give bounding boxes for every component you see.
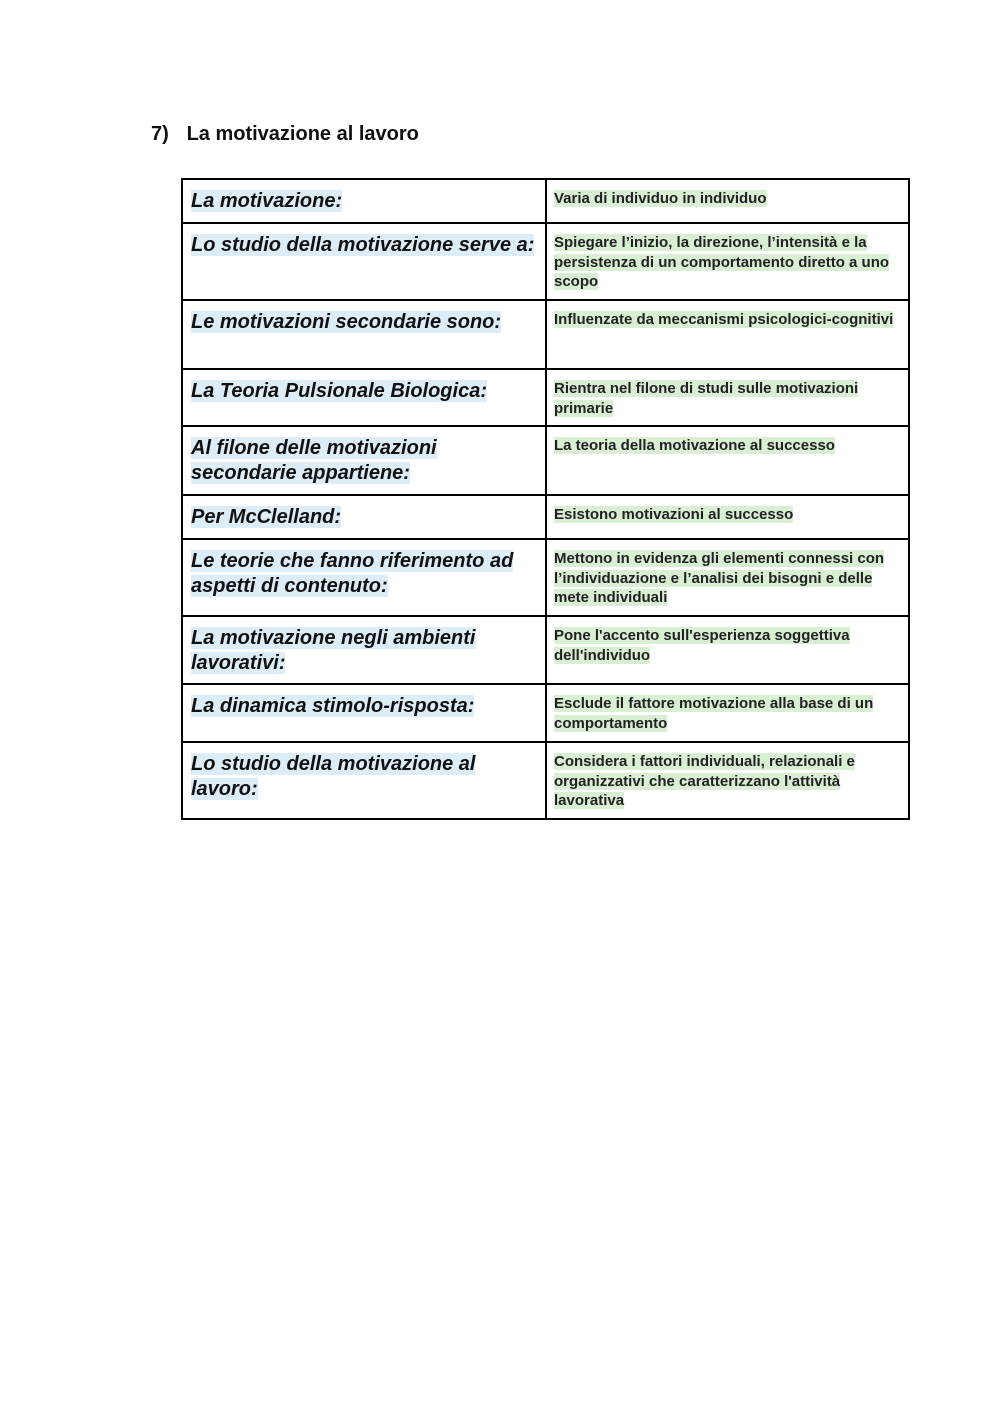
- answer-text: Esistono motivazioni al successo: [554, 506, 794, 523]
- answer-cell: [546, 742, 909, 819]
- question-text: Lo studio della motivazione al lavoro:: [191, 753, 476, 800]
- answer-text: Rientra nel filone di studi sulle motivazioni primarie: [554, 380, 859, 417]
- question-cell: [182, 369, 546, 426]
- answer-cell: [546, 369, 909, 426]
- answer-cell: [546, 426, 909, 495]
- question-cell: [182, 616, 546, 684]
- answer-text: Influenzate da meccanismi psicologici-cognitivi: [554, 311, 894, 328]
- question-cell: [182, 684, 546, 742]
- table-row: [182, 426, 909, 495]
- answer-cell: [546, 616, 909, 684]
- question-text: Al filone delle motivazioni secondarie appartiene:: [191, 437, 437, 484]
- answer-cell: [546, 684, 909, 742]
- table-row: [182, 539, 909, 616]
- answer-text: Spiegare l’inizio, la direzione, l’intensità e la persistenza di un comportamento diretto a uno scopo: [554, 234, 890, 290]
- table-row: [182, 495, 909, 539]
- table-row: [182, 369, 909, 426]
- table-row: [182, 742, 909, 819]
- question-text: Lo studio della motivazione serve a:: [191, 234, 535, 256]
- answer-cell: [546, 179, 909, 223]
- question-text: La motivazione negli ambienti lavorativi:: [191, 627, 476, 674]
- answer-text: Pone l'accento sull'esperienza soggettiva dell'individuo: [554, 627, 850, 664]
- answer-text: Esclude il fattore motivazione alla base di un comportamento: [554, 695, 874, 732]
- answer-cell: [546, 539, 909, 616]
- question-cell: [182, 300, 546, 369]
- table-row: [182, 179, 909, 223]
- question-cell: [182, 539, 546, 616]
- question-text: Per McClelland:: [191, 506, 342, 528]
- question-text: Le teorie che fanno riferimento ad aspetti di contenuto:: [191, 550, 514, 597]
- answer-text: La teoria della motivazione al successo: [554, 437, 835, 454]
- table-row: [182, 616, 909, 684]
- question-cell: [182, 179, 546, 223]
- question-text: La dinamica stimolo-risposta:: [191, 695, 475, 717]
- question-cell: [182, 742, 546, 819]
- answer-text: Considera i fattori individuali, relazionali e organizzativi che caratterizzano l'attività lavorativa: [554, 753, 855, 809]
- answer-text: Varia di individuo in individuo: [554, 190, 767, 207]
- table-row: [182, 223, 909, 300]
- answer-cell: [546, 223, 909, 300]
- question-cell: [182, 495, 546, 539]
- answer-cell: [546, 300, 909, 369]
- answer-text: Mettono in evidenza gli elementi connessi con l’individuazione e l’analisi dei bisogni e delle mete individuali: [554, 550, 885, 606]
- question-cell: [182, 426, 546, 495]
- question-answer-table: [181, 178, 910, 820]
- question-text: La Teoria Pulsionale Biologica:: [191, 380, 487, 402]
- question-text: La motivazione:: [191, 190, 343, 212]
- question-text: Le motivazioni secondarie sono:: [191, 311, 502, 333]
- table-row: [182, 300, 909, 369]
- section-title: La motivazione al lavoro: [186, 123, 419, 145]
- section-number: 7): [151, 123, 169, 145]
- answer-cell: [546, 495, 909, 539]
- question-cell: [182, 223, 546, 300]
- table-row: [182, 684, 909, 742]
- section-heading: [151, 121, 419, 147]
